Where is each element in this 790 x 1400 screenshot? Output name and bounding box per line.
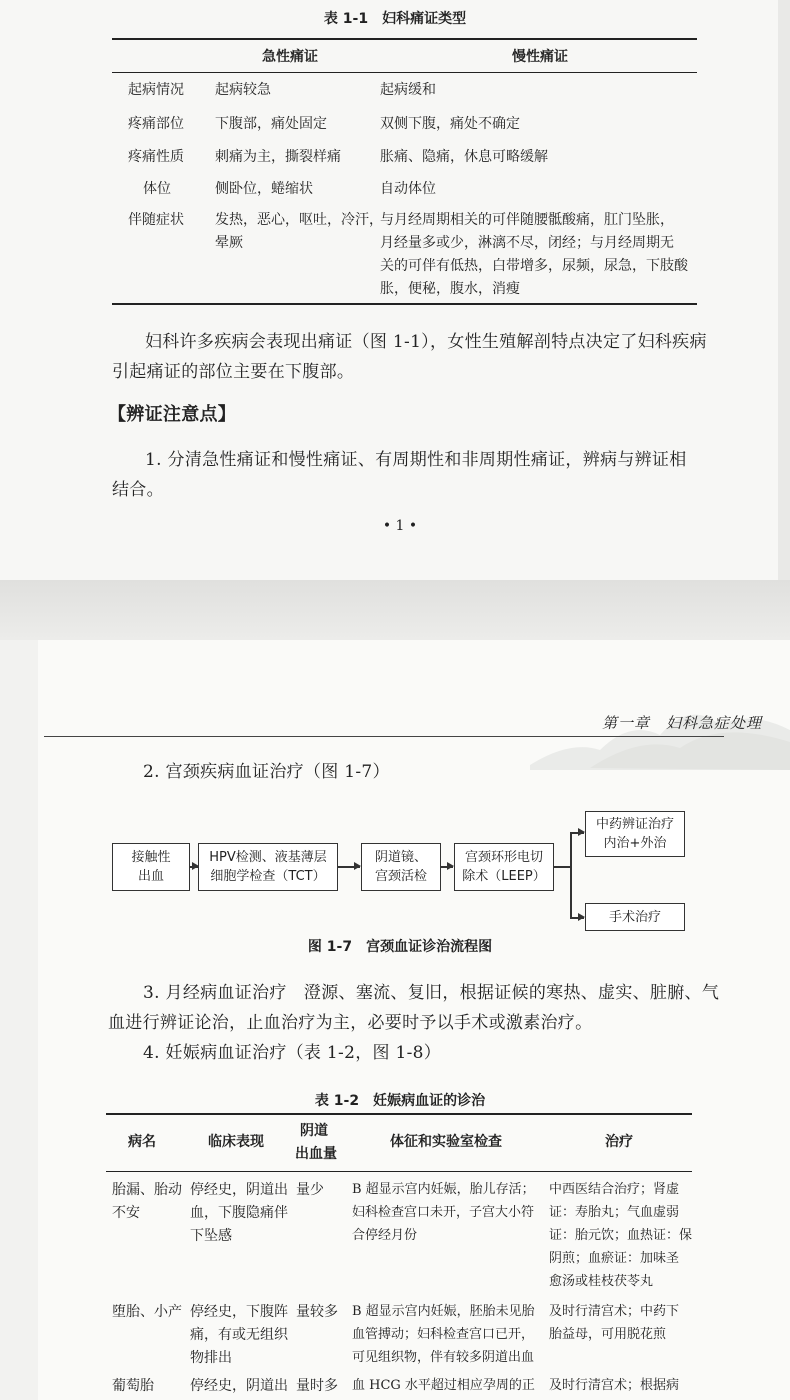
flow-node-text: 手术治疗 [608, 909, 661, 925]
table2-header: 阴道 [300, 1123, 328, 1139]
table2-cell: 量时多 [296, 1378, 338, 1394]
flow-arrow [338, 866, 360, 868]
paragraph-line: 3. 月经病血证治疗 澄源、塞流、复旧，根据证候的寒热、虚实、脏腑、气 [143, 983, 720, 1003]
page-number: • 1 • [382, 518, 418, 534]
flow-node-surgery [585, 903, 685, 931]
header-rule [44, 736, 724, 737]
table2-cell: 血管搏动；妇科检查宫口已开， [352, 1327, 535, 1342]
table1-cell: 发热，恶心，呕吐，冷汗， [215, 212, 383, 228]
flow-node-text: 中药辨证治疗 [595, 817, 674, 832]
table2-header: 病名 [128, 1134, 156, 1150]
table2-cell: 合停经月份 [352, 1228, 418, 1243]
table2-cell: B 超显示宫内妊娠，胚胎未见胎 [352, 1304, 535, 1319]
table2-cell: 证：胎元饮；血热证：保 [549, 1228, 693, 1243]
table2-cell: 血，下腹隐痛伴 [190, 1205, 288, 1221]
table1-cell: 双侧下腹，痛处不确定 [380, 116, 520, 132]
paragraph-line: 4. 妊娠病血证治疗（表 1-2，图 1-8） [143, 1043, 442, 1063]
table1-cell: 胀，便秘，腹水，消瘦 [380, 281, 520, 297]
table1-header-chronic: 慢性痛证 [512, 49, 568, 65]
table1-cell: 关的可伴有低热，白带增多，尿频，尿急，下肢酸 [380, 258, 688, 274]
table2-cell: 胎益母，可用脱花煎 [549, 1327, 667, 1342]
table2-cell: 停经史，阴道出 [190, 1378, 288, 1394]
table2-cell: 及时行清宫术；中药下 [549, 1304, 680, 1319]
table2-cell: 量较多 [296, 1304, 338, 1320]
table2-header-rule [106, 1171, 692, 1172]
table2-cell: 胎漏、胎动 [112, 1182, 182, 1198]
table2-cell: 证：寿胎丸；气血虚弱 [549, 1205, 680, 1220]
table2-cell: 葡萄胎 [112, 1378, 154, 1394]
table2-cell: 血 HCG 水平超过相应孕周的正 [352, 1378, 535, 1393]
table2-cell: 愈汤或桂枝茯苓丸 [549, 1274, 654, 1289]
flow-node-text: 除术（LEEP） [462, 869, 546, 884]
flow-node-text: 出血 [137, 869, 164, 884]
table2-cell: 妇科检查宫口未开，子宫大小符 [352, 1205, 535, 1220]
table1-cell: 自动体位 [380, 181, 436, 197]
figure-caption: 图 1-7 宫颈血证诊治流程图 [307, 939, 493, 955]
table1-row-label: 疼痛部位 [128, 116, 184, 132]
flow-arrow [441, 866, 453, 868]
table1-cell: 月经量多或少，淋漓不尽，闭经；与月经周期无 [380, 235, 674, 251]
table2-cell: 阴煎；血瘀证：加味圣 [549, 1251, 680, 1266]
table1-bottom-rule [112, 303, 697, 305]
flow-node-tcm-treatment [585, 811, 685, 857]
table2-cell: 及时行清宫术；根据病 [549, 1378, 680, 1393]
table1-cell: 胀痛、隐痛，休息可略缓解 [380, 149, 548, 165]
table1-caption: 表 1-1 妇科痛证类型 [323, 11, 467, 27]
flow-node-text: HPV检测、液基薄层 [209, 850, 327, 865]
table2-cell: 可见组织物，伴有较多阴道出血 [352, 1350, 535, 1365]
flow-node-text: 宫颈环形电切 [464, 850, 543, 865]
table1-cell: 下腹部，痛处固定 [215, 116, 327, 132]
table2-header: 临床表现 [208, 1134, 264, 1150]
page-gap [0, 580, 790, 640]
table1-header-rule [112, 72, 697, 73]
flow-node-text: 宫颈活检 [374, 869, 427, 884]
paragraph-line: 2. 宫颈疾病血证治疗（图 1-7） [143, 762, 390, 782]
paragraph-line: 1. 分清急性痛证和慢性痛证、有周期性和非周期性痛证，辨病与辨证相 [145, 450, 687, 470]
flow-arrow [570, 832, 584, 834]
table1-row-label: 伴随症状 [128, 212, 184, 228]
table1-cell: 与月经周期相关的可伴随腰骶酸痛，肛门坠胀， [380, 212, 674, 228]
flow-node-text: 内治+外治 [603, 836, 667, 851]
facing-page-edge [0, 640, 38, 1400]
table1-cell: 刺痛为主，撕裂样痛 [215, 149, 341, 165]
table2-cell: 不安 [112, 1205, 140, 1221]
paragraph-line: 引起痛证的部位主要在下腹部。 [112, 362, 355, 382]
table2-top-rule [106, 1113, 692, 1115]
table2-cell: B 超显示宫内妊娠，胎儿存活； [352, 1182, 535, 1197]
flow-arrow [570, 917, 584, 919]
flow-node-text: 阴道镜、 [374, 850, 427, 865]
flow-node-leep [454, 843, 554, 891]
flow-node-text: 细胞学检查（TCT） [210, 869, 326, 884]
table1-row-label: 体位 [143, 181, 171, 197]
table1-top-rule [112, 38, 697, 40]
table2-cell: 中西医结合治疗；肾虚 [549, 1182, 680, 1197]
table1-row-label: 疼痛性质 [128, 149, 184, 165]
table2-cell: 堕胎、小产 [112, 1304, 182, 1320]
table2-header: 治疗 [605, 1134, 633, 1150]
table2-caption: 表 1-2 妊娠病血证的诊治 [314, 1093, 486, 1109]
paragraph-line: 结合。 [112, 480, 164, 500]
running-header: 第一章 妇科急症处理 [601, 714, 762, 732]
flow-arrow [190, 866, 198, 868]
paragraph-line: 血进行辨证论治，止血治疗为主，必要时予以手术或激素治疗。 [108, 1013, 593, 1033]
table1-row-label: 起病情况 [128, 82, 184, 98]
table2-header: 出血量 [295, 1146, 337, 1162]
flow-node-colposcopy [361, 843, 441, 891]
table2-cell: 下坠感 [190, 1228, 232, 1244]
table1-cell: 起病较急 [215, 82, 271, 98]
table2-header: 体征和实验室检查 [390, 1134, 502, 1150]
paragraph-line: 妇科许多疾病会表现出痛证（图 1-1），女性生殖解剖特点决定了妇科疾病 [145, 332, 707, 352]
table2-cell: 物排出 [190, 1350, 232, 1366]
table2-cell: 停经史，下腹阵 [190, 1304, 288, 1320]
table1-cell: 起病缓和 [380, 82, 436, 98]
table2-cell: 痛，有或无组织 [190, 1327, 288, 1343]
flow-node-text: 接触性 [131, 850, 171, 865]
table2-cell: 量少 [296, 1182, 324, 1198]
table1-cell: 晕厥 [215, 235, 243, 251]
flow-connector [554, 866, 571, 868]
table1-cell: 侧卧位，蜷缩状 [215, 181, 313, 197]
page-top [0, 0, 778, 580]
flow-connector [570, 832, 572, 918]
flow-node-hpv-tct [198, 843, 338, 891]
table1-header-acute: 急性痛证 [262, 49, 318, 65]
flow-node-contact-bleeding [112, 843, 190, 891]
section-heading: 【辨证注意点】 [108, 404, 237, 425]
table2-cell: 停经史，阴道出 [190, 1182, 288, 1198]
